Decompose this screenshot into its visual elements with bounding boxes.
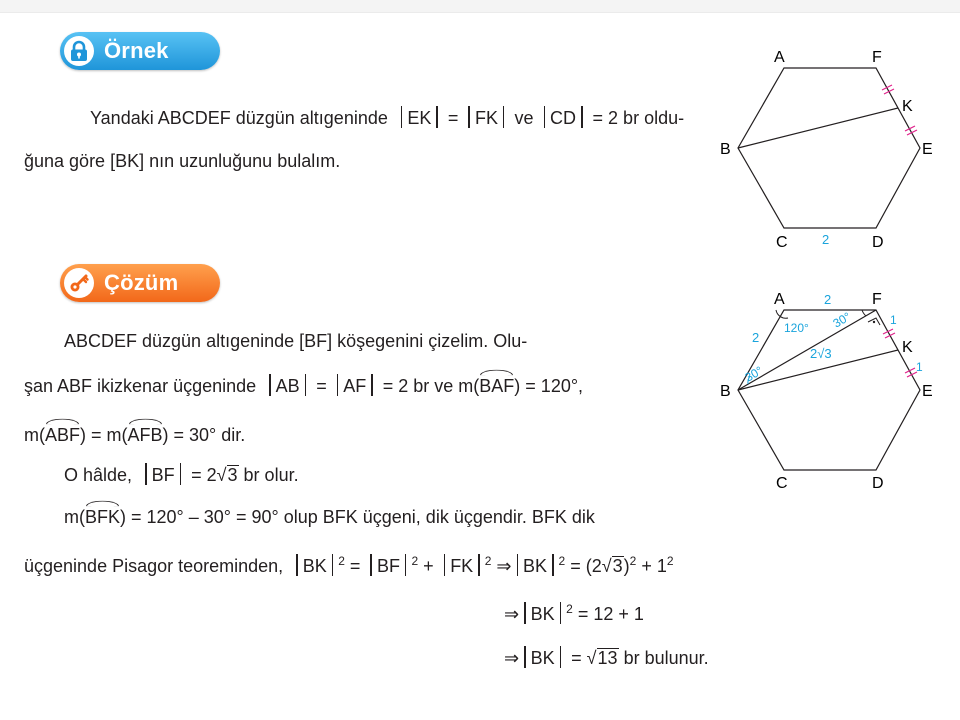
segment-bk-text: BK (302, 556, 327, 576)
segment-ab: AB (275, 376, 300, 396)
radicand: 3 (612, 556, 623, 576)
exponent: 2 (666, 554, 674, 568)
implies-arrow: ⇒ (504, 604, 520, 624)
solution-line-1: ABCDEF düzgün altıgeninde [BF] köşegenini çizelim. Olu- (64, 331, 528, 351)
cozum-badge (60, 264, 220, 302)
side-cd-length: 2 (822, 232, 830, 247)
hexagon-figure-1 (712, 44, 952, 254)
ornek-badge (60, 32, 220, 70)
point-k-label: K (902, 98, 913, 115)
plus-sign: + (423, 556, 434, 576)
vertex-c-label: C (776, 234, 788, 251)
vertex-b-label: B (720, 141, 731, 158)
solution-line-2 (24, 374, 583, 397)
segment-bk-text: BK (530, 604, 555, 624)
solution-text: + 1 (641, 556, 667, 576)
solution-text: ) = 120° – 30° = 90° olup BFK üçgeni, dik üçgendir. BFK dik (120, 507, 595, 527)
solution-line-8 (504, 646, 709, 669)
solution-text: = 2 (191, 465, 217, 485)
angle-f-value: 30° (830, 309, 854, 331)
equals-sign: = (349, 556, 361, 576)
solution-text: üçgeninde Pisagor teoreminden, (24, 556, 284, 576)
segment-af: AF (343, 376, 367, 396)
angle-bfk: BFK (85, 507, 121, 527)
segment-ek: EK (407, 108, 432, 128)
sqrt-3: √3 (216, 465, 238, 485)
solution-text: = 2 br ve m( (382, 376, 480, 396)
angle-afb: AFB (127, 425, 163, 445)
solution-line-5 (64, 506, 595, 528)
segment-bf-text: BF (376, 556, 400, 576)
cozum-label: Çözüm (104, 270, 179, 295)
segment-bk-text: BK (523, 556, 548, 576)
side-ab-length: 2 (752, 330, 760, 345)
point-k-label: K (902, 339, 913, 356)
solution-text: = (2 (570, 556, 602, 576)
vertex-e-label: E (922, 141, 933, 158)
angle-f-arc (862, 310, 866, 316)
angle-b-value: 30° (742, 363, 766, 385)
angle-a-value: 120° (784, 321, 809, 335)
implies-arrow: ⇒ (496, 556, 512, 576)
problem-text-end: oldu- (644, 108, 685, 128)
vertex-f-label: F (872, 49, 882, 66)
segment-fk-length: 1 (890, 313, 897, 327)
top-bar (0, 0, 960, 13)
exponent: 2 (629, 554, 637, 568)
solution-text: ) = 120°, (514, 376, 584, 396)
equals-sign: = (316, 376, 327, 396)
hexagon-figure-2 (712, 284, 952, 494)
segment-cd: CD (550, 108, 577, 128)
vertex-d-label: D (872, 234, 884, 251)
vertex-a-label: A (774, 291, 785, 308)
solution-text: ) = 30° dir. (162, 425, 246, 445)
vertex-d-label: D (872, 475, 884, 492)
exponent: 2 (558, 554, 566, 568)
solution-text: br bulunur. (623, 648, 709, 668)
exponent: 2 (338, 554, 345, 568)
ornek-label: Örnek (104, 38, 169, 63)
key-icon (64, 268, 94, 298)
solution-text: ) (623, 556, 630, 576)
exponent: 2 (484, 554, 492, 568)
solution-text: m( (64, 507, 85, 527)
problem-text: Yandaki ABCDEF düzgün altıgeninde (90, 108, 388, 128)
angle-baf: BAF (479, 376, 515, 396)
segment-bk (738, 108, 898, 148)
right-angle-dot (873, 321, 875, 323)
hexagon-outline (738, 68, 920, 228)
solution-text: şan ABF ikizkenar üçgeninde (24, 376, 257, 396)
solution-line-7 (504, 598, 644, 625)
vertex-c-label: C (776, 475, 788, 492)
solution-line-3 (24, 424, 245, 446)
solution-line-6 (24, 550, 674, 577)
cd-value: = 2 br (592, 108, 640, 128)
vertex-f-label: F (872, 291, 882, 308)
solution-text: m( (24, 425, 45, 445)
solution-line-4 (64, 463, 299, 486)
equals-sign: = (447, 108, 459, 128)
solution-text: O hâlde, (64, 465, 133, 485)
diagonal-bf-length: 2√3 (810, 346, 832, 361)
exponent: 2 (566, 602, 573, 616)
equals-sign: = (571, 648, 582, 668)
segment-bf: BF (151, 465, 175, 485)
solution-text: = 12 + 1 (577, 604, 644, 624)
segment-fk: FK (474, 108, 498, 128)
side-af-length: 2 (824, 292, 832, 307)
exponent: 2 (411, 554, 419, 568)
segment-ke-length: 1 (916, 360, 923, 374)
segment-bk-text: BK (530, 648, 555, 668)
solution-text: br olur. (243, 465, 299, 485)
lock-icon (64, 36, 94, 66)
vertex-a-label: A (774, 49, 785, 66)
vertex-e-label: E (922, 383, 933, 400)
implies-arrow: ⇒ (504, 648, 520, 668)
problem-line-2: ğuna göre [BK] nın uzunluğunu bulalım. (24, 151, 341, 171)
problem-line-1 (90, 106, 684, 129)
sqrt-13: √13 (586, 648, 618, 668)
sqrt-3: √3 (601, 556, 623, 576)
angle-abf: ABF (45, 425, 81, 445)
segment-fk-text: FK (450, 556, 474, 576)
conjunction: ve (514, 108, 534, 128)
radicand: 13 (597, 648, 618, 668)
radicand: 3 (227, 465, 238, 485)
solution-text: ) = m( (80, 425, 128, 445)
vertex-b-label: B (720, 383, 731, 400)
